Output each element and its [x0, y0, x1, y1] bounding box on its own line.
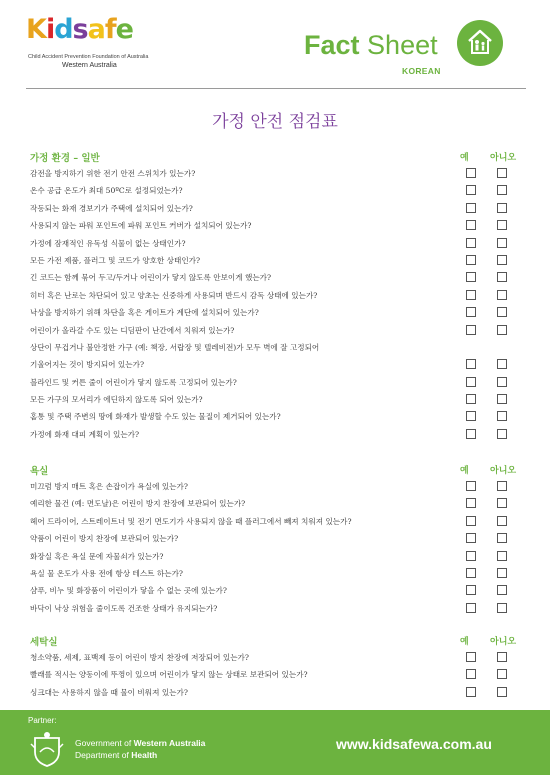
no-checkbox[interactable] — [497, 498, 507, 508]
checklist-section — [30, 463, 530, 617]
logo-letter: f — [104, 14, 116, 45]
department-name — [75, 750, 157, 760]
yes-checkbox[interactable] — [466, 498, 476, 508]
yes-checkbox[interactable] — [466, 325, 476, 335]
yes-checkbox[interactable] — [466, 394, 476, 404]
no-checkbox[interactable] — [497, 185, 507, 195]
checklist-item — [30, 391, 530, 408]
checklist-question: 사용되지 않는 파워 포인트에 파워 포인트 커버가 설치되어 있는가? — [30, 221, 252, 231]
no-checkbox[interactable] — [497, 516, 507, 526]
checklist-item — [30, 600, 530, 617]
sheet-word: Sheet — [367, 30, 438, 60]
partner-label: Partner: — [28, 716, 57, 725]
yes-checkbox[interactable] — [466, 516, 476, 526]
no-checkbox[interactable] — [497, 168, 507, 178]
checklist-item — [30, 513, 530, 530]
language-label: KOREAN — [402, 66, 441, 76]
no-checkbox[interactable] — [497, 551, 507, 561]
column-yes-label: 예 — [460, 153, 469, 163]
checklist-item — [30, 495, 530, 512]
fact-sheet-title — [304, 30, 438, 61]
government-name — [75, 738, 205, 748]
checklist-item — [30, 182, 530, 199]
checklist-item — [30, 339, 530, 356]
no-checkbox[interactable] — [497, 290, 507, 300]
yes-checkbox[interactable] — [466, 481, 476, 491]
checklist-item — [30, 374, 530, 391]
logo-letter: a — [87, 14, 105, 45]
section-title: 욕실 — [30, 466, 49, 477]
checklist-item — [30, 478, 530, 495]
yes-checkbox[interactable] — [466, 429, 476, 439]
section-header — [30, 150, 530, 165]
no-checkbox[interactable] — [497, 307, 507, 317]
checklist-item — [30, 426, 530, 443]
no-checkbox[interactable] — [497, 359, 507, 369]
yes-checkbox[interactable] — [466, 272, 476, 282]
checklist-question: 작동되는 화재 경보기가 주택에 설치되어 있는가? — [30, 203, 193, 213]
yes-checkbox[interactable] — [466, 669, 476, 679]
checklist-question: 화장실 혹은 욕실 문에 자물쇠가 있는가? — [30, 551, 164, 561]
checklist-question: 모든 가구의 모서리가 에딘하지 않도록 되어 있는가? — [30, 395, 203, 405]
no-checkbox[interactable] — [497, 687, 507, 697]
checklist-item — [30, 530, 530, 547]
checklist-item — [30, 684, 530, 701]
checklist-question: 가정에 화재 대피 계획이 있는가? — [30, 429, 140, 439]
no-checkbox[interactable] — [497, 669, 507, 679]
no-checkbox[interactable] — [497, 429, 507, 439]
checklist-item — [30, 200, 530, 217]
yes-checkbox[interactable] — [466, 290, 476, 300]
checklist-question: 헤어 드라이어, 스트레이트너 및 전기 면도기가 사용되지 않을 때 플러그에서 빼져 치워져 있는가? — [30, 516, 352, 526]
yes-checkbox[interactable] — [466, 185, 476, 195]
checklist-question: 블라인드 및 커튼 줄이 어린이가 닿지 않도록 고정되어 있는가? — [30, 377, 237, 387]
checklist-question: 빨래를 적시는 양동이에 뚜껑이 있으며 어린이가 닿지 않는 상태로 보관되어 있는가? — [30, 670, 308, 680]
yes-checkbox[interactable] — [466, 411, 476, 421]
checklist-question: 미끄럼 방지 매트 혹은 손잡이가 욕실에 있는가? — [30, 482, 188, 491]
logo-letter: i — [45, 14, 55, 45]
checklist-item — [30, 217, 530, 234]
page-header — [0, 0, 550, 92]
no-checkbox[interactable] — [497, 394, 507, 404]
no-checkbox[interactable] — [497, 203, 507, 213]
logo-wordmark — [26, 14, 133, 46]
checklist-question: 가정에 잠재적인 유독성 식물이 없는 상태인가? — [30, 238, 186, 248]
kidsafe-logo — [26, 14, 166, 74]
checklist-item — [30, 408, 530, 425]
checklist-section — [30, 634, 530, 701]
header-divider — [26, 88, 526, 89]
no-checkbox[interactable] — [497, 568, 507, 578]
logo-letter: s — [72, 14, 88, 45]
checklist-question: 청소약품, 세제, 표백제 등이 어린이 방지 찬장에 저장되어 있는가? — [30, 653, 249, 662]
no-checkbox[interactable] — [497, 411, 507, 421]
logo-region: Western Australia — [62, 62, 117, 69]
checklist-section — [30, 150, 530, 443]
no-checkbox[interactable] — [497, 377, 507, 387]
checklist-question: 약품이 어린이 방지 찬장에 보관되어 있는가? — [30, 534, 179, 544]
yes-checkbox[interactable] — [466, 255, 476, 265]
checklist-question: 히터 혹은 난로는 차단되어 있고 양초는 신중하게 사용되며 반드시 감독 상태에 있는가? — [30, 290, 318, 300]
yes-checkbox[interactable] — [466, 359, 476, 369]
checklist-question: 샴푸, 비누 및 화장품이 어린이가 닿을 수 없는 곳에 있는가? — [30, 586, 227, 596]
column-yes-label: 예 — [460, 637, 469, 647]
checklist-question: 온수 공급 온도가 최대 50ºC로 설정되었는가? — [30, 186, 183, 196]
page-footer — [0, 710, 550, 775]
logo-letter: d — [54, 14, 73, 45]
checklist-item — [30, 235, 530, 252]
column-no-label: 아니오 — [490, 637, 517, 647]
yes-checkbox[interactable] — [466, 307, 476, 317]
no-checkbox[interactable] — [497, 603, 507, 613]
checklist-question: 모든 가전 제품, 플러그 및 코드가 양호한 상태인가? — [30, 255, 201, 265]
no-checkbox[interactable] — [497, 533, 507, 543]
no-checkbox[interactable] — [497, 220, 507, 230]
column-no-label: 아니오 — [490, 466, 517, 476]
checklist-question: 홈통 및 주택 주변의 땅에 화재가 발생할 수도 있는 물질이 제거되어 있는가? — [30, 412, 281, 422]
column-yes-label: 예 — [460, 466, 469, 476]
section-title: 세탁실 — [30, 637, 58, 648]
wa-government-crest-icon — [30, 730, 64, 768]
no-checkbox[interactable] — [497, 585, 507, 595]
yes-checkbox[interactable] — [466, 168, 476, 178]
checklist-item — [30, 287, 530, 304]
checklist-item — [30, 252, 530, 269]
no-checkbox[interactable] — [497, 325, 507, 335]
logo-tagline: Child Accident Prevention Foundation of Australia — [28, 54, 149, 60]
page-title: 가정 안전 점검표 — [212, 112, 338, 132]
yes-checkbox[interactable] — [466, 585, 476, 595]
checklist-question: 감전을 방지하기 위한 전기 안전 스위치가 있는가? — [30, 169, 196, 178]
no-checkbox[interactable] — [497, 272, 507, 282]
dept-bold: Health — [131, 750, 158, 760]
yes-checkbox[interactable] — [466, 238, 476, 248]
yes-checkbox[interactable] — [466, 687, 476, 697]
yes-checkbox[interactable] — [466, 551, 476, 561]
column-no-label: 아니오 — [490, 153, 517, 163]
checklist-item — [30, 666, 530, 683]
checklist-item — [30, 565, 530, 582]
yes-checkbox[interactable] — [466, 652, 476, 662]
logo-letter: e — [115, 14, 133, 45]
house-family-icon — [457, 20, 503, 66]
checklist-item — [30, 582, 530, 599]
section-header — [30, 634, 530, 649]
website-link[interactable]: www.kidsafewa.com.au — [336, 736, 492, 752]
yes-checkbox[interactable] — [466, 568, 476, 578]
checklist-item — [30, 269, 530, 286]
checklist-question: 상단이 무겁거나 불안정한 가구 (예: 책장, 서랍장 및 텔레비전)가 모두 벽에 잘 고정되어 — [30, 342, 320, 352]
dept-prefix: Department of — [75, 750, 132, 760]
checklist-item — [30, 356, 530, 373]
gov-bold: Western Australia — [133, 738, 206, 748]
checklist-item — [30, 649, 530, 666]
yes-checkbox[interactable] — [466, 377, 476, 387]
checklist-item — [30, 548, 530, 565]
section-title: 가정 환경 – 일반 — [30, 153, 100, 164]
checklist-question: 긴 코드는 함께 묶어 두고/두거나 어린이가 닿지 않도록 안보이게 했는가? — [30, 273, 272, 283]
yes-checkbox[interactable] — [466, 203, 476, 213]
checklist-question: 바닥이 낙상 위험을 줄이도록 건조한 상태가 유지되는가? — [30, 603, 218, 613]
no-checkbox[interactable] — [497, 652, 507, 662]
section-header — [30, 463, 530, 478]
yes-checkbox[interactable] — [466, 220, 476, 230]
checklist-question: 싱크대는 사용하지 않을 때 물이 비워져 있는가? — [30, 687, 188, 697]
fact-word: Fact — [304, 30, 360, 60]
no-checkbox[interactable] — [497, 255, 507, 265]
checklist-question: 욕실 물 온도가 사용 전에 항상 테스트 하는가? — [30, 568, 184, 578]
gov-prefix: Government of — [75, 738, 134, 748]
yes-checkbox[interactable] — [466, 603, 476, 613]
yes-checkbox[interactable] — [466, 533, 476, 543]
no-checkbox[interactable] — [497, 238, 507, 248]
checklist-item — [30, 304, 530, 321]
logo-letter: K — [26, 14, 46, 45]
no-checkbox[interactable] — [497, 481, 507, 491]
checklist-question: 어린이가 올라갈 수도 있는 디딤판이 난간에서 치워져 있는가? — [30, 325, 235, 335]
checklist-question: 예리한 물건 (예: 면도날)은 어린이 방지 찬장에 보관되어 있는가? — [30, 499, 246, 509]
checklist-item — [30, 322, 530, 339]
checklist-item — [30, 165, 530, 182]
checklist-question: 기울어지는 것이 방지되어 있는가? — [30, 360, 145, 370]
checklist-question: 낙상을 방지하기 위해 차단을 혹은 게이트가 계단에 설치되어 있는가? — [30, 308, 259, 318]
